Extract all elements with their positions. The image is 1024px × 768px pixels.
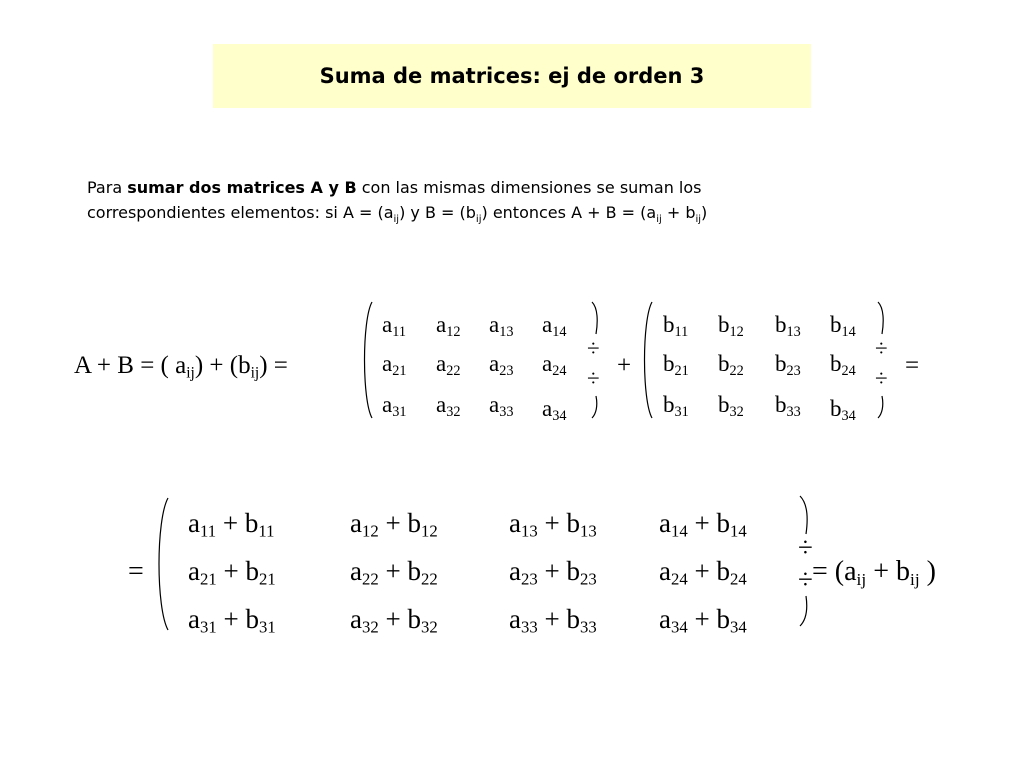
subscript: 33 [520,617,538,637]
matrix-entry-text: b [663,312,675,337]
subscript: 32 [729,403,744,420]
sum-entry [509,556,597,590]
matrix-entry-text: b [718,392,730,417]
subscript: 14 [670,521,688,541]
matrix-entry [489,351,513,380]
lhs-text: ) = [259,352,288,379]
matrix-entry-text: + b [216,604,259,634]
matrix-entry-text: + b [537,556,580,586]
sum-entry-text: a [659,604,671,634]
subscript: 31 [392,403,407,420]
sum-entry [659,556,747,590]
sum-result [812,556,936,590]
subscript: ij [695,214,702,226]
subscript: 11 [258,521,275,541]
subscript: ij [475,214,482,226]
matrix-entry-text: + b [687,604,730,634]
subscript: 13 [520,521,538,541]
sum-entry [350,556,438,590]
matrix-entry-text: + b [378,508,421,538]
sum-entry-text: a [350,508,362,538]
intro-text: + b [661,203,696,222]
sum-entry [188,604,276,638]
subscript: 32 [446,403,461,420]
subscript: ij [250,364,260,382]
subscript: 22 [729,362,744,379]
matrix-entry [663,392,689,421]
subscript: 12 [420,521,438,541]
subscript: 33 [499,403,514,420]
matrix-entry [489,392,513,421]
matrix-entry-text: a [436,392,447,417]
intro-paragraph [87,175,847,232]
matrix-entry [382,312,406,341]
lhs-text: ) + (b [194,352,251,379]
sum-entry [659,604,747,638]
subscript: 22 [420,569,438,589]
matrix-entry [830,351,856,380]
dots-symbol: ÷ [875,366,888,391]
dots-symbol: ÷ [798,532,813,562]
sum-entry [659,508,747,542]
sum-entry-text: a [509,508,521,538]
matrix-entry [382,351,406,380]
title-banner [213,44,811,108]
subscript: ij [856,569,867,589]
matrix-entry [663,351,689,380]
matrix-entry-text: b [830,396,842,421]
sum-entry-text: a [509,556,521,586]
sum-entry-text: a [350,556,362,586]
subscript: 33 [786,403,801,420]
matrix-entry-text: b [775,351,787,376]
subscript: 12 [729,323,744,340]
subscript: 14 [729,521,747,541]
subscript: 31 [258,617,276,637]
sum-entry-text: a [659,508,671,538]
matrix-entry [830,312,856,341]
sum-entry [350,604,438,638]
sum-matrix-left-bracket [154,496,170,632]
dots-symbol: ÷ [587,336,600,361]
subscript: 21 [258,569,276,589]
matrix-entry [718,392,744,421]
subscript: 23 [579,569,597,589]
matrix-entry [436,351,460,380]
matrix-entry-text: b [663,351,675,376]
subscript: 24 [729,569,747,589]
subscript: 24 [841,362,856,379]
subscript: ij [393,214,400,226]
sum-entry-text: a [659,556,671,586]
dots-symbol: ÷ [587,366,600,391]
intro-text: ) entonces A + B = (a [481,203,657,222]
matrix-entry-text: a [382,312,393,337]
matrix-entry-text: b [718,312,730,337]
sum-entry-text: a [350,604,362,634]
matrix-entry-text: b [663,392,675,417]
matrix-entry [542,351,566,380]
matrix-entry-text: b [830,351,842,376]
matrix-entry-text: a [489,351,500,376]
matrix-a-left-bracket [360,300,374,420]
rhs-text: + b [866,556,910,587]
subscript: 14 [841,323,856,340]
subscript: 22 [361,569,379,589]
sum-entry-text: a [509,604,521,634]
intro-bold: sumar dos matrices A y B [127,178,357,197]
matrix-entry-text: a [436,312,447,337]
matrix-entry [542,396,566,425]
matrix-entry [436,312,460,341]
matrix-entry-text: a [542,396,553,421]
matrix-entry-text: + b [687,556,730,586]
dots-symbol: ÷ [875,336,888,361]
sum-entry-text: a [188,556,200,586]
subscript: 23 [520,569,538,589]
matrix-entry-text: + b [687,508,730,538]
subscript: ij [656,214,662,226]
matrix-b-left-bracket [640,300,654,420]
equals-sign: = [905,352,920,379]
subscript: 12 [361,521,379,541]
matrix-entry-text: a [542,351,553,376]
subscript: 21 [199,569,217,589]
matrix-entry [663,312,688,341]
subscript: ij [186,364,195,382]
sum-entry-text: a [188,508,200,538]
rhs-text: = (a [812,556,857,587]
subscript: 12 [446,323,461,340]
matrix-entry-text: b [775,312,787,337]
subscript: 21 [392,362,407,379]
subscript: 13 [499,323,514,340]
subscript: 21 [674,362,689,379]
subscript: 23 [499,362,514,379]
matrix-entry-text: + b [537,604,580,634]
intro-text: con las mismas dimensiones se suman los [356,178,702,197]
matrix-entry-text: b [775,392,787,417]
plus-sign: + [617,352,632,379]
subscript: 31 [674,403,689,420]
matrix-entry [718,351,744,380]
matrix-entry-text: + b [378,556,421,586]
matrix-entry-text: a [489,392,500,417]
matrix-entry-text: a [489,312,500,337]
subscript: ij [910,569,920,589]
subscript: 11 [199,521,217,541]
subscript: 34 [729,617,747,637]
subscript: 11 [674,323,689,340]
matrix-entry [718,312,744,341]
matrix-entry-text: + b [216,556,259,586]
intro-text: ) y B = (b [399,203,476,222]
intro-text: ) [701,203,708,222]
rhs-text: ) [919,556,936,587]
intro-text: correspondientes elementos: si A = (a [87,203,394,222]
matrix-entry-text: + b [537,508,580,538]
matrix-entry-text: a [382,392,393,417]
subscript: 34 [552,407,567,424]
subscript: 31 [199,617,217,637]
subscript: 33 [579,617,597,637]
subscript: 34 [841,407,856,424]
matrix-entry-text: a [542,312,553,337]
sum-entry-text: a [188,604,200,634]
matrix-entry [489,312,513,341]
subscript: 34 [670,617,688,637]
subscript: 23 [786,362,801,379]
subscript: 13 [579,521,597,541]
matrix-entry [775,312,801,341]
matrix-entry-text: + b [378,604,421,634]
subscript: 32 [361,617,379,637]
matrix-entry-text: a [382,351,393,376]
matrix-entry-text: b [718,351,730,376]
eq1-lhs [74,352,288,382]
intro-text: Para [87,178,128,197]
sum-entry [509,604,597,638]
sum-entry [509,508,597,542]
sum-entry [188,508,274,542]
sum-entry [188,556,276,590]
matrix-entry [775,351,801,380]
matrix-entry [382,392,406,421]
subscript: 32 [420,617,438,637]
page-title: Suma de matrices: ej de orden 3 [319,64,705,88]
lhs-text: A + B = ( a [74,352,187,379]
matrix-entry [775,392,801,421]
lead-equals: = [128,556,144,587]
matrix-entry-text: b [830,312,842,337]
matrix-entry [830,396,856,425]
subscript: 14 [552,323,567,340]
matrix-entry-text: a [436,351,447,376]
sum-entry [350,508,438,542]
matrix-entry [436,392,460,421]
matrix-entry-text: + b [216,508,259,538]
dots-symbol: ÷ [798,564,813,594]
subscript: 24 [670,569,688,589]
subscript: 22 [446,362,461,379]
subscript: 13 [786,323,801,340]
subscript: 24 [552,362,567,379]
matrix-entry [542,312,566,341]
subscript: 11 [392,323,406,340]
